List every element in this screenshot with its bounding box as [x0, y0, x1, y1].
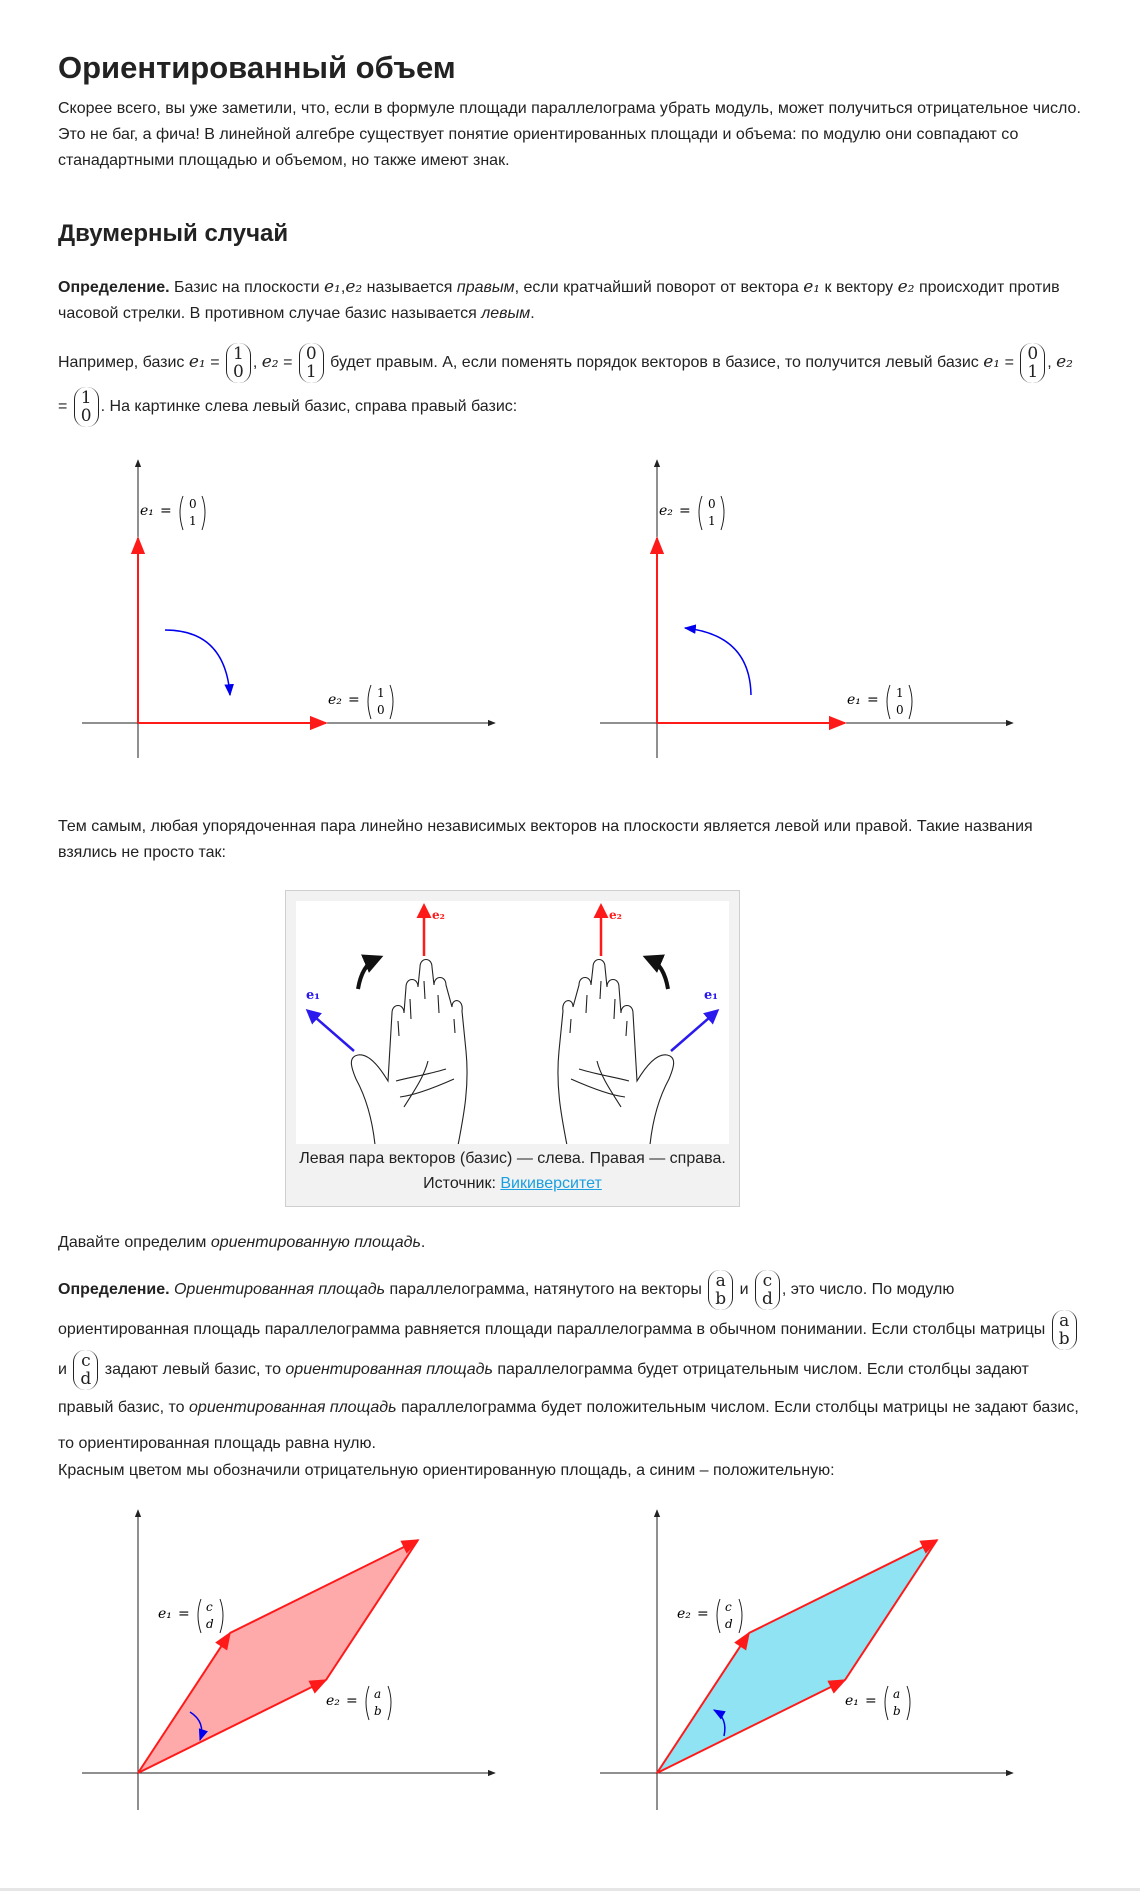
clockwise-arc: [165, 630, 230, 695]
colors-note-paragraph: Красным цветом мы обозначили отрицательную ориентированную площадь, а синим – положительную:: [58, 1462, 835, 1479]
right-hand: [558, 960, 674, 1145]
svg-text:=: =: [348, 692, 360, 708]
e1-symbol: e₁: [323, 277, 341, 297]
term-oriented-area: ориентированную площадь: [210, 1234, 421, 1251]
hand-left-e1-arrow: [308, 1011, 354, 1051]
hands-illustration: [296, 901, 729, 1144]
negative-area-diagram: [82, 1510, 495, 1810]
svg-text:=: =: [679, 503, 691, 519]
svg-text:0: 0: [708, 497, 716, 511]
svg-text:1: 1: [189, 514, 197, 528]
svg-text:e₁: e₁: [140, 503, 154, 519]
label-e1: [140, 496, 205, 530]
matrix-c-d: c d: [755, 1270, 780, 1310]
definition-oriented-area-paragraph: Определение. Ориентированная площадь параллелограмма, натянутого на векторы a b и c d , это число. По модулю ориентированная площадь параллелограмма равняется площади параллелограмма в обычном понимании. Если столбцы матрицы a b и c d задают левый базис, то ориентированная площадь параллелограмма будет отрицательным числом. Если столбцы задают правый базис, то ориентированная площадь параллелограмма будет положительным числом. Если столбцы матрицы не задают базис, то ориентированная площадь равна нулю.: [58, 1271, 1079, 1452]
after-axes-paragraph: Тем самым, любая упорядоченная пара линейно независимых векторов на плоскости является левой или правой. Такие названия взялись не просто так:: [58, 818, 1033, 861]
hands-figure: [285, 890, 740, 1207]
svg-text:e₂: e₂: [328, 692, 342, 708]
svg-text:c: c: [725, 1600, 732, 1614]
label-e2-cd: [677, 1599, 742, 1633]
svg-text:0: 0: [189, 497, 197, 511]
basis-diagrams: [0, 450, 1140, 770]
define-area-paragraph: Давайте определим ориентированную площадь.: [58, 1234, 426, 1251]
svg-text:=: =: [160, 503, 172, 519]
svg-text:=: =: [178, 1606, 190, 1622]
svg-text:=: =: [867, 692, 879, 708]
svg-text:b: b: [893, 1704, 901, 1718]
right-basis-diagram: [600, 460, 1013, 758]
page-title: Ориентированный объем: [58, 50, 456, 85]
positive-area-diagram: [600, 1510, 1013, 1810]
intro-paragraph: Скорее всего, вы уже заметили, что, если в формуле площади параллелограма убрать модуль, может получиться отрицательное число. Это не баг, а фича! В линейной алгебре существует понятие ориентированных площади и объема: по модулю они совпадают со станадартными площадью и объемом, но также имеют знак.: [58, 100, 1081, 169]
definition-basis-paragraph: Определение. Базис на плоскости e₁,e₂ называется правым, если кратчайший поворот от вектора e₁ к вектору e₂ происходит против часовой стрелки. В противном случае базис называется левым.: [58, 277, 1060, 322]
matrix-1-0: 1 0: [226, 343, 251, 383]
positive-area-fill: [657, 1540, 937, 1773]
definition-label: Определение.: [58, 279, 170, 296]
matrix-0-1-b: 0 1: [1020, 343, 1045, 383]
hand-right-e1-label: e₁: [704, 988, 718, 1003]
term-left: левым: [481, 305, 531, 322]
counterclockwise-arc: [685, 628, 751, 695]
term-right: правым: [456, 279, 515, 296]
svg-text:1: 1: [708, 514, 716, 528]
matrix-1-0-b: 1 0: [74, 387, 99, 427]
svg-text:c: c: [206, 1600, 213, 1614]
e2-symbol: e₂: [345, 277, 363, 297]
label-e2: [659, 496, 724, 530]
svg-text:=: =: [346, 1693, 358, 1709]
svg-text:d: d: [725, 1617, 733, 1631]
label-e2: [328, 685, 393, 719]
svg-text:e₂: e₂: [659, 503, 673, 519]
rotation-arrow-left: [358, 959, 376, 989]
figure-caption: Левая пара векторов (базис) — слева. Правая — справа. Источник: Викиверситет: [299, 1150, 726, 1192]
svg-text:e₁: e₁: [158, 1606, 172, 1622]
left-basis-diagram: [82, 460, 495, 758]
example-paragraph: Например, базис e₁ = 1 0 , e₂ = 0 1 будет правым. А, если поменять порядок векторов в базисе, то получится левый базис e₁ = 0 1 , e₂ = 1 0 . На картинке слева левый базис, справа правый базис:: [58, 343, 1073, 426]
definition-label-2: Определение.: [58, 1281, 170, 1299]
svg-text:=: =: [697, 1606, 709, 1622]
svg-text:e₂: e₂: [326, 1693, 340, 1709]
svg-text:a: a: [374, 1687, 382, 1701]
svg-text:1: 1: [377, 686, 385, 700]
matrix-a-b: a b: [708, 1270, 733, 1310]
section-heading-2d: Двумерный случай: [58, 220, 289, 247]
svg-text:e₂: e₂: [677, 1606, 691, 1622]
svg-text:1: 1: [896, 686, 904, 700]
svg-text:d: d: [206, 1617, 214, 1631]
svg-text:=: =: [865, 1693, 877, 1709]
label-e1-ab: [845, 1686, 910, 1720]
svg-text:e₁: e₁: [847, 692, 861, 708]
svg-text:a: a: [893, 1687, 901, 1701]
left-hand: [351, 960, 467, 1145]
label-e2-ab: [326, 1686, 391, 1720]
label-e1: [847, 685, 912, 719]
hand-right-e2-label: e₂: [609, 908, 622, 922]
source-link[interactable]: Викиверситет: [500, 1175, 602, 1192]
svg-text:0: 0: [377, 703, 385, 717]
parallelogram-diagrams: [0, 1500, 1140, 1820]
matrix-a-b-2: a b: [1052, 1310, 1077, 1350]
rotation-arrow-right: [650, 959, 668, 989]
matrix-0-1: 0 1: [299, 343, 324, 383]
hand-left-e2-label: e₂: [432, 908, 445, 922]
negative-area-fill: [138, 1540, 418, 1773]
matrix-c-d-2: c d: [73, 1350, 98, 1390]
label-e1-cd: [158, 1599, 223, 1633]
hand-right-e1-arrow: [671, 1011, 717, 1051]
hand-left-e1-label: e₁: [306, 988, 320, 1003]
svg-text:b: b: [374, 1704, 382, 1718]
svg-text:e₁: e₁: [845, 1693, 859, 1709]
svg-text:0: 0: [896, 703, 904, 717]
